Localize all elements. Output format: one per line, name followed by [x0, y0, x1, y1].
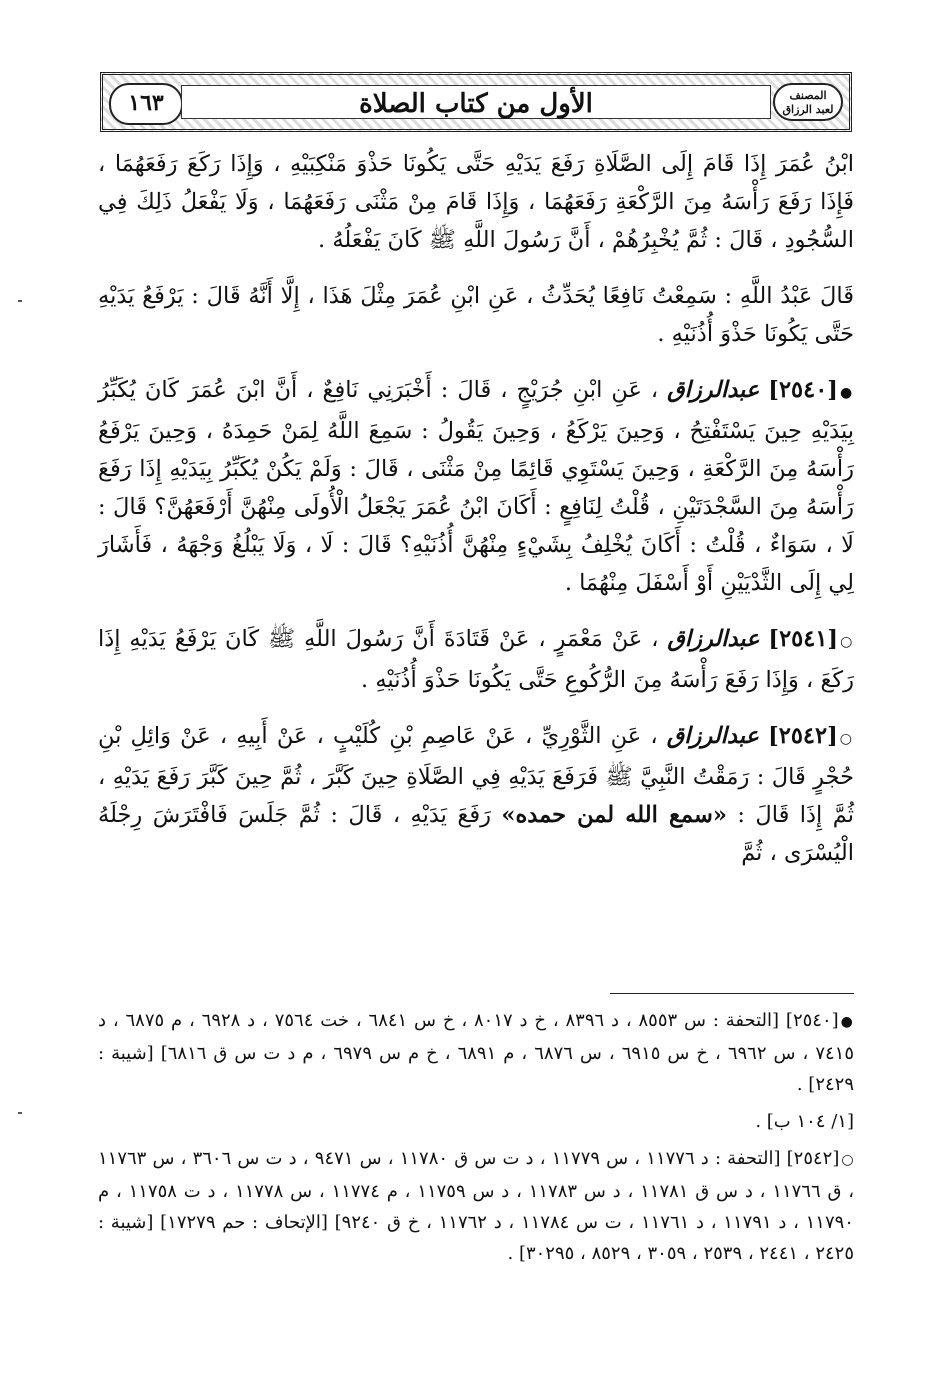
footnote-text: [١/ ١٠٤ ب] . [755, 1111, 854, 1132]
margin-mark [18, 1112, 22, 1114]
footnote [98, 1005, 854, 1100]
hadith-2542 [98, 717, 854, 872]
hadith-number: [٢٥٤٢] [768, 723, 838, 749]
paragraph-text-continued: رَفَعَ يَدَيْهِ ، قَالَ : ثُمَّ جَلَسَ فَافْتَرَشَ رِجْلَهُ الْيُسْرَى ، ثُمَّ [98, 802, 854, 866]
paragraph [98, 145, 854, 259]
hadith-number: [٢٥٤٠] [768, 377, 838, 403]
page-number: ١٦٣ [109, 83, 183, 125]
hadith-number: [٢٥٤١] [768, 626, 839, 652]
footnote [98, 1106, 854, 1137]
footnote [98, 1143, 854, 1269]
footnote-divider [610, 993, 854, 994]
footnote-text: [٢٥٤٢] [التحفة : د ١١٧٧٦ ، س ١١٧٧٩ ، د ت س ق ١١٧٨٠ ، س ٩٤٧١ ، د ت س ٣٦٠٦ ، س ١١٧٦٣ ، ق ١١٧٦٦ ، د س ق ١١٧٨١ ، د س ١١٧٨٣ ، د س ١١٧٥٩ ، م ١١٧٧٤ ، س ١١٧٧٨ ، د ت ١١٧٥٨ ، م ١١٧٩٠ ، د ١١٧٩١ ، د ١١٧٦١ ، ت س ١١٧٨٤ ، د ١١٧٦٢ ، خ ق ٩٢٤٠] [الإتحاف : حم ١٧٢٧٩] [شيبة : ٢٤٢٥ ، ٢٤٤١ ، ٢٥٣٩ ، ٣٠٥٩ ، ٨٥٢٩ ، ٣٠٢٩٥] . [98, 1148, 855, 1264]
logo-line-2: لعبد الرزاق [782, 103, 834, 116]
margin-mark [18, 300, 22, 302]
paragraph-text: ، عَنِ الثَّوْرِيِّ ، عَنْ عَاصِمِ بْنِ كُلَيْبٍ ، عَنْ أَبِيهِ ، عَنْ وَائِلِ بْنِ حُجْرٍ قَالَ : رَمَقْتُ النَّبِيَّ ﷺ فَرَفَعَ يَدَيْهِ فِي الصَّلَاةِ حِينَ كَبَّرَ ، ثُمَّ حِينَ كَبَّرَ رَفَعَ يَدَيْهِ ، ثُمَّ إِذَا قَالَ : [98, 723, 854, 828]
paragraph [98, 277, 854, 353]
header-band [181, 85, 771, 119]
paragraph-text: ابْنُ عُمَرَ إِذَا قَامَ إِلَى الصَّلَاةِ رَفَعَ يَدَيْهِ حَتَّى يَكُونَا حَذْوَ مَنْكِبَيْهِ ، وَإِذَا رَكَعَ رَفَعَهُمَا ، فَإِذَا رَفَعَ رَأْسَهُ مِنَ الرَّكْعَةِ رَفَعَهُمَا ، وَإِذَا قَامَ مِنْ مَثْنَى رَفَعَهُمَا ، وَلَا يَفْعَلُ ذَلِكَ فِي السُّجُودِ ، قَالَ : ثُمَّ يُخْبِرُهُمْ ، أَنَّ رَسُولَ اللَّهِ ﷺ كَانَ يَفْعَلُهُ . [98, 151, 854, 253]
logo-line-1: المصنف [789, 89, 827, 102]
narrator-name: عبدالرزاق [667, 377, 760, 403]
narrator-name: عبدالرزاق [666, 723, 759, 749]
hadith-2540 [98, 371, 854, 602]
footnotes [98, 1005, 854, 1275]
paragraph-text: ، عَنْ مَعْمَرٍ ، عَنْ قَتَادَةَ أَنَّ رَسُولَ اللَّهِ ﷺ كَانَ يَرْفَعُ يَدَيْهِ إِذَا رَكَعَ ، وَإِذَا رَفَعَ رَأْسَهُ مِنَ الرُّكُوعِ حَتَّى يَكُونَا حَذْوَ أُذُنَيْهِ . [98, 626, 854, 693]
paragraph-text: قَالَ عَبْدُ اللَّهِ : سَمِعْتُ نَافِعًا يُحَدِّثُ ، عَنِ ابْنِ عُمَرَ مِثْلَ هَذَا ، إِلَّا أَنَّهُ قَالَ : يَرْفَعُ يَدَيْهِ حَتَّى يَكُونَا حَذْوَ أُذُنَيْهِ . [98, 283, 854, 347]
filled-circle-icon [838, 377, 854, 403]
open-circle-icon [838, 626, 854, 652]
quoted-phrase: «سمع الله لمن حمده» [501, 802, 727, 828]
running-title: الأول من كتاب الصلاة [359, 89, 593, 119]
page-header [100, 72, 852, 132]
paragraph-text: ، عَنِ ابْنِ جُرَيْجٍ ، قَالَ : أَخْبَرَنِي نَافِعٌ ، أَنَّ ابْنَ عُمَرَ كَانَ يُكَبِّرُ بِيَدَيْهِ حِينَ يَسْتَفْتِحُ ، وَحِينَ يَرْكَعُ ، وَحِينَ يَقُولُ : سَمِعَ اللَّهُ لِمَنْ حَمِدَهُ ، وَحِينَ يَرْفَعُ رَأْسَهُ مِنَ الرَّكْعَةِ ، وَحِينَ يَسْتَوِي قَائِمًا مِنْ مَثْنَى ، قَالَ : وَلَمْ يَكُنْ يُكَبِّرُ بِيَدَيْهِ إِذَا رَفَعَ رَأْسَهُ مِنَ السَّجْدَتَيْنِ ، قُلْتُ لِنَافِعٍ : أَكَانَ ابْنُ عُمَرَ يَجْعَلُ الْأُولَى مِنْهُنَّ أَرْفَعَهُنَّ؟ قَالَ : لَا ، سَوَاءٌ ، قُلْتُ : أَكَانَ يُخْلِفُ بِشَيْءٍ مِنْهُنَّ أُذُنَيْهِ؟ قَالَ : لَا ، وَلَا يَبْلُغُ وَجْهَهُ ، فَأَشَارَ لِي إِلَى الثَّدْيَيْنِ أَوْ أَسْفَلَ مِنْهُمَا . [98, 377, 854, 596]
hadith-2541 [98, 620, 854, 699]
main-text [98, 145, 854, 890]
book-logo [773, 83, 843, 121]
filled-circle-icon [839, 1010, 854, 1031]
footnote-text: [٢٥٤٠] [التحفة : س ٨٥٥٣ ، د ٨٣٩٦ ، خ د ٨٠١٧ ، خ س ٦٨٤١ ، خت ٧٥٦٤ ، د ٦٩٢٨ ، م ٦٨٧٥ ، د ٧٤١٥ ، س ٦٩٦٢ ، خ س ٦٩١٥ ، س ٦٨٧٦ ، م ٦٨٩١ ، خ م س ٦٩٧٩ ، م د ت س ق ٦٨١٦] [شيبة : ٢٤٢٩] . [98, 1010, 854, 1095]
open-circle-icon [838, 723, 854, 749]
open-circle-icon [839, 1148, 854, 1169]
narrator-name: عبدالرزاق [667, 626, 760, 652]
